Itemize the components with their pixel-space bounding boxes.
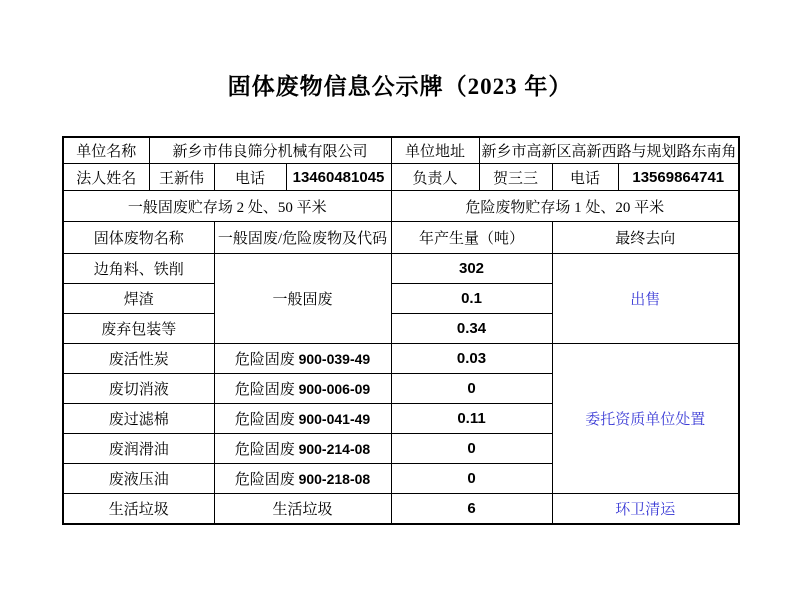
waste-type-text: 危险固废	[234, 472, 295, 488]
manager-value-cell: 贺三三	[479, 164, 552, 191]
amount-cell: 6	[391, 494, 552, 525]
waste-type-text: 危险固废	[234, 382, 295, 398]
table-row	[63, 254, 739, 284]
header-waste-type-code: 一般固废/危险废物及代码	[214, 222, 391, 254]
unit-name-label-cell: 单位名称	[63, 137, 149, 164]
waste-name-cell: 废润滑油	[63, 434, 214, 464]
phone1-label-cell: 电话	[214, 164, 286, 191]
waste-name-cell: 边角料、铁削	[63, 254, 214, 284]
legal-person-label-cell: 法人姓名	[63, 164, 149, 191]
waste-name-cell: 废弃包装等	[63, 314, 214, 344]
waste-type-cell	[214, 344, 391, 374]
manager-label-cell: 负责人	[391, 164, 479, 191]
waste-type-cell: 一般固废	[214, 254, 391, 344]
waste-type-text: 危险固废	[234, 412, 295, 428]
table-row	[63, 344, 739, 374]
waste-type-text: 危险固废	[234, 442, 295, 458]
table-row	[63, 494, 739, 525]
destination-cell: 出售	[552, 254, 739, 344]
waste-code-text: 900-214-08	[298, 441, 371, 457]
waste-name-cell: 废过滤棉	[63, 404, 214, 434]
waste-type-cell	[214, 404, 391, 434]
destination-cell: 委托资质单位处置	[552, 344, 739, 494]
waste-info-table	[62, 136, 740, 525]
hazardous-storage-cell: 危险废物贮存场 1 处、20 平米	[391, 191, 739, 222]
waste-type-cell	[214, 374, 391, 404]
unit-name-value-cell: 新乡市伟良筛分机械有限公司	[149, 137, 391, 164]
legal-person-value-cell: 王新伟	[149, 164, 214, 191]
general-storage-cell: 一般固废贮存场 2 处、50 平米	[63, 191, 391, 222]
waste-name-cell: 焊渣	[63, 284, 214, 314]
table-row	[63, 191, 739, 222]
waste-type-cell	[214, 434, 391, 464]
waste-type-text: 危险固废	[234, 352, 295, 368]
phone2-label-cell: 电话	[552, 164, 618, 191]
phone2-value-cell: 13569864741	[618, 164, 739, 191]
amount-cell: 0	[391, 464, 552, 494]
page-title: 固体废物信息公示牌（2023 年）	[227, 74, 573, 99]
table-header-row	[63, 222, 739, 254]
table-row	[63, 137, 739, 164]
waste-name-cell: 废活性炭	[63, 344, 214, 374]
phone1-value-cell: 13460481045	[286, 164, 391, 191]
header-destination: 最终去向	[552, 222, 739, 254]
waste-code-text: 900-039-49	[298, 351, 371, 367]
header-waste-name: 固体废物名称	[63, 222, 214, 254]
waste-code-text: 900-006-09	[298, 381, 371, 397]
amount-cell: 0.34	[391, 314, 552, 344]
destination-cell: 环卫清运	[552, 494, 739, 525]
waste-type-cell: 生活垃圾	[214, 494, 391, 525]
waste-name-cell: 废液压油	[63, 464, 214, 494]
waste-name-cell: 生活垃圾	[63, 494, 214, 525]
unit-address-label-cell: 单位地址	[391, 137, 479, 164]
waste-code-text: 900-041-49	[298, 411, 371, 427]
waste-code-text: 900-218-08	[298, 471, 371, 487]
amount-cell: 0.03	[391, 344, 552, 374]
waste-name-cell: 废切消液	[63, 374, 214, 404]
amount-cell: 302	[391, 254, 552, 284]
header-annual-amount: 年产生量（吨）	[391, 222, 552, 254]
amount-cell: 0.1	[391, 284, 552, 314]
waste-type-cell	[214, 464, 391, 494]
table-row	[63, 164, 739, 191]
unit-address-value-cell: 新乡市高新区高新西路与规划路东南角	[479, 137, 739, 164]
amount-cell: 0.11	[391, 404, 552, 434]
amount-cell: 0	[391, 374, 552, 404]
amount-cell: 0	[391, 434, 552, 464]
